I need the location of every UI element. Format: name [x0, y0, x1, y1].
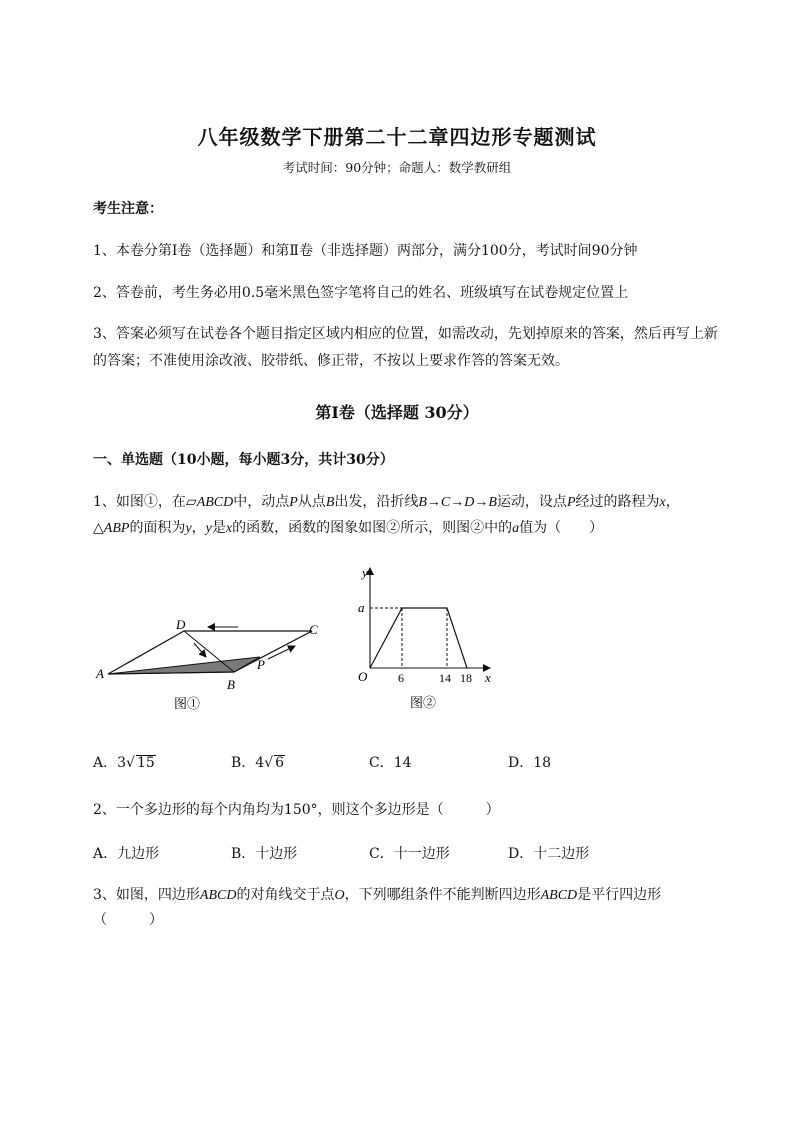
label-d: D	[176, 617, 186, 632]
q1-stem-line1: 1、如图①，在▱ABCD中，动点P从点B出发，沿折线B→C→D→B运动，设点P经过的路程为x，	[93, 494, 680, 510]
arrow-d-to-b	[194, 643, 206, 657]
tick-14: 14	[439, 671, 451, 685]
q2-option-a[interactable]: A．九边形	[93, 846, 160, 862]
q2-option-b[interactable]: B．十边形	[231, 846, 298, 862]
exam-subtitle: 考试时间：90分钟；命题人：数学教研组	[282, 160, 512, 175]
notice-item-3-cont: 的答案；不准使用涂改液、胶带纸、修正带，不按以上要求作答的答案无效。	[93, 353, 569, 369]
label-b: B	[227, 677, 235, 692]
figure-2-graph	[350, 560, 510, 715]
q1-option-d[interactable]: D．18	[508, 755, 552, 771]
figure-1-parallelogram	[90, 610, 330, 715]
q1-option-a[interactable]: A．3√ 15	[93, 755, 155, 771]
label-c: C	[309, 622, 318, 637]
label-a: A	[96, 666, 104, 681]
q2-option-d[interactable]: D．十二边形	[508, 846, 590, 862]
notice-item-2: 2、答卷前，考生务必用0.5毫米黑色签字笔将自己的姓名、班级填写在试卷规定位置上	[93, 285, 629, 301]
q1-stem-line2: △ABP的面积为y，y是x的函数，函数的图象如图②所示，则图②中的a值为（ ）	[93, 520, 604, 536]
function-graph	[370, 608, 467, 668]
exam-title: 八年级数学下册第二十二章四边形专题测试	[197, 125, 597, 149]
q1-option-c[interactable]: C．14	[369, 755, 412, 771]
section-title: 第I卷（选择题 30分）	[315, 403, 479, 422]
notice-item-1: 1、本卷分第I卷（选择题）和第Ⅱ卷（非选择题）两部分，满分100分，考试时间90分钟	[93, 243, 638, 259]
tick-6: 6	[398, 671, 404, 685]
label-p: P	[257, 657, 265, 672]
shaded-triangle-abp	[108, 657, 260, 674]
q2-option-c[interactable]: C．十一边形	[369, 846, 450, 862]
label-origin: O	[358, 669, 368, 684]
label-x: x	[485, 670, 491, 685]
notice-heading: 考生注意：	[93, 201, 163, 217]
q3-stem-line1: 3、如图，四边形ABCD的对角线交于点O，下列哪组条件不能判断四边形ABCD是平行四边形	[93, 887, 662, 903]
notice-item-3: 3、答案必须写在试卷各个题目指定区域内相应的位置，如需改动，先划掉原来的答案，然后再写上新	[93, 326, 718, 342]
label-y: y	[362, 565, 368, 580]
q1-option-b[interactable]: B．4√ 6	[231, 755, 285, 771]
part-heading: 一、单选题（10小题，每小题3分，共计30分）	[93, 452, 394, 468]
q3-stem-line2: （ ）	[93, 912, 163, 928]
figure-2-caption: 图②	[410, 695, 437, 710]
tick-18: 18	[460, 671, 472, 685]
label-a-value: a	[358, 600, 365, 615]
q2-stem: 2、一个多边形的每个内角均为150°，则这个多边形是（ ）	[93, 802, 500, 818]
figure-1-caption: 图①	[174, 696, 201, 711]
